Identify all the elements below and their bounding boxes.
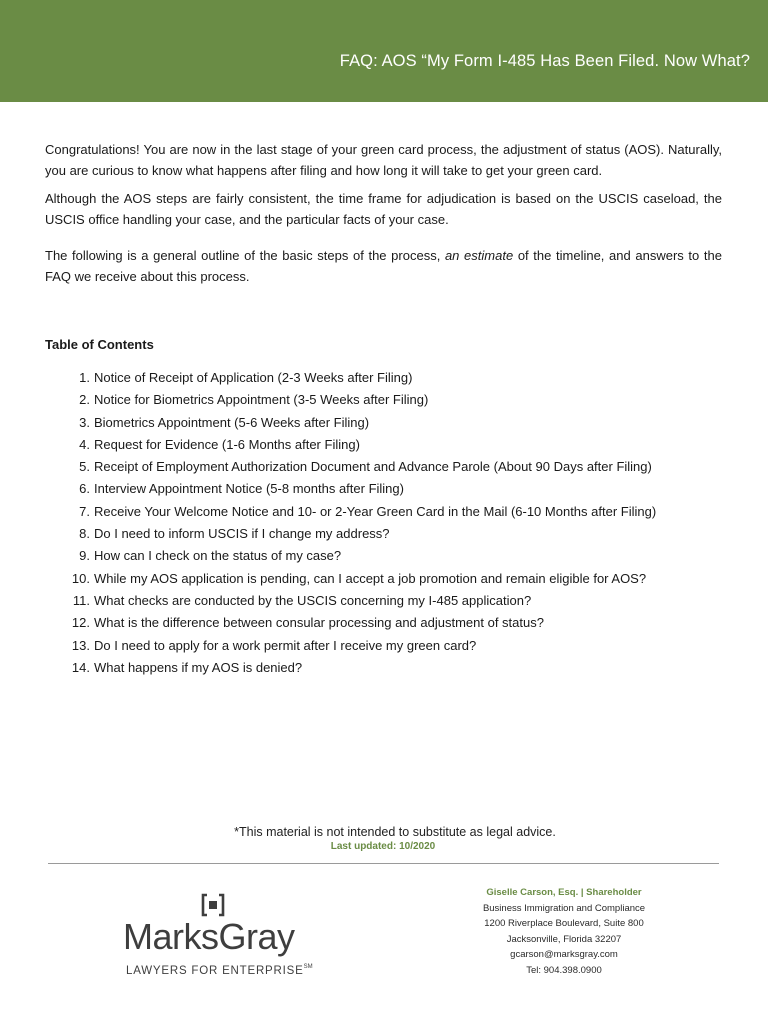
contact-email[interactable]: gcarson@marksgray.com [510, 949, 618, 961]
toc-item-number: 9. [79, 548, 90, 564]
toc-item-text: Do I need to inform USCIS if I change my address? [94, 526, 390, 542]
toc-item[interactable] [45, 389, 735, 411]
toc-item-text: Receive Your Welcome Notice and 10- or 2-Year Green Card in the Mail (6-10 Months after Filing) [94, 503, 657, 519]
toc-item-text: What checks are conducted by the USCIS concerning my I-485 application? [94, 592, 532, 608]
contact-address-line-2: Jacksonville, Florida 32207 [506, 933, 622, 945]
toc-item-number: 5. [79, 459, 90, 475]
service-mark: SM [303, 964, 313, 970]
footer-divider [48, 863, 719, 864]
toc-item[interactable] [45, 590, 735, 612]
intro-p3-emphasis: an estimate [444, 248, 514, 263]
toc-item-text: Notice of Receipt of Application (2-3 Weeks after Filing) [94, 370, 413, 385]
toc-item-number: 1. [79, 370, 90, 385]
header-bar [0, 0, 768, 102]
toc-item[interactable] [45, 657, 735, 679]
toc-item-text: Receipt of Employment Authorization Document and Advance Parole (About 90 Days after Filing) [94, 459, 652, 475]
toc-item[interactable] [45, 501, 735, 523]
toc-item[interactable] [45, 568, 735, 590]
toc-item-text: While my AOS application is pending, can I accept a job promotion and remain eligible for AOS? [94, 570, 647, 586]
toc-item-number: 6. [79, 481, 90, 497]
firm-tagline [126, 964, 313, 977]
toc-item-number: 12. [71, 615, 90, 631]
toc-item-number: 14. [71, 659, 90, 675]
contact-address-line-1: 1200 Riverplace Boulevard, Suite 800 [484, 918, 644, 930]
toc-item-number: 13. [71, 637, 90, 653]
toc-item-number: 11. [72, 592, 90, 608]
toc-item-text: What happens if my AOS is denied? [94, 659, 303, 675]
last-updated: Last updated: 10/2020 [330, 841, 436, 852]
toc-item-number: 10. [71, 570, 90, 586]
table-of-contents [45, 367, 735, 679]
toc-item-number: 7. [79, 503, 90, 519]
firm-tagline-text: LAWYERS FOR ENTERPRISE [126, 965, 304, 977]
toc-item[interactable] [45, 478, 735, 500]
intro-paragraph-2: Although the AOS steps are fairly consistent, the time frame for adjudication is based on the USCIS caseload, the USCIS office handling your case, and the particular facts of your case. [45, 191, 722, 227]
toc-item-number: 3. [79, 414, 90, 430]
intro-paragraph-1: Congratulations! You are now in the last stage of your green card process, the adjustment of status (AOS). Naturally, you are curious to know what happens after filing and how long it will take to get your green card. [45, 142, 722, 178]
intro-p3-start: The following is a general outline of the basic steps of the process, [45, 248, 445, 263]
toc-item[interactable] [45, 523, 735, 545]
firm-logo-wordmark: MarksGray [123, 916, 295, 957]
intro-paragraph-3 [45, 245, 722, 287]
toc-item-text: How can I check on the status of my case? [94, 548, 342, 564]
toc-item[interactable] [45, 635, 735, 657]
toc-item[interactable] [45, 612, 735, 634]
toc-item-number: 4. [79, 436, 90, 452]
intro-p3-end: of the timeline, and answers to the FAQ we receive about this process. [45, 248, 722, 284]
toc-item-text: Notice for Biometrics Appointment (3-5 Weeks after Filing) [94, 392, 429, 408]
page-title: FAQ: AOS “My Form I-485 Has Been Filed. Now What? [339, 52, 750, 70]
legal-disclaimer: *This material is not intended to substitute as legal advice. [234, 825, 556, 839]
contact-name: Giselle Carson, Esq. | Shareholder [486, 887, 642, 898]
toc-heading: Table of Contents [45, 337, 154, 352]
toc-item-text: Biometrics Appointment (5-6 Weeks after Filing) [94, 414, 370, 430]
contact-block [449, 885, 679, 979]
toc-item-number: 8. [79, 526, 90, 542]
toc-item[interactable] [45, 412, 735, 434]
toc-item-text: Interview Appointment Notice (5-8 months after Filing) [94, 481, 404, 497]
toc-item[interactable] [45, 367, 735, 389]
toc-item[interactable] [45, 456, 735, 478]
bracket-logo-icon [201, 893, 225, 917]
toc-item-number: 2. [79, 392, 90, 408]
toc-item-text: Request for Evidence (1-6 Months after Filing) [94, 436, 360, 452]
toc-item[interactable] [45, 434, 735, 456]
contact-phone[interactable]: Tel: 904.398.0900 [526, 964, 602, 976]
toc-item[interactable] [45, 545, 735, 567]
contact-practice: Business Immigration and Compliance [482, 902, 646, 914]
toc-item-text: Do I need to apply for a work permit after I receive my green card? [94, 637, 477, 653]
toc-item-text: What is the difference between consular processing and adjustment of status? [94, 615, 544, 631]
